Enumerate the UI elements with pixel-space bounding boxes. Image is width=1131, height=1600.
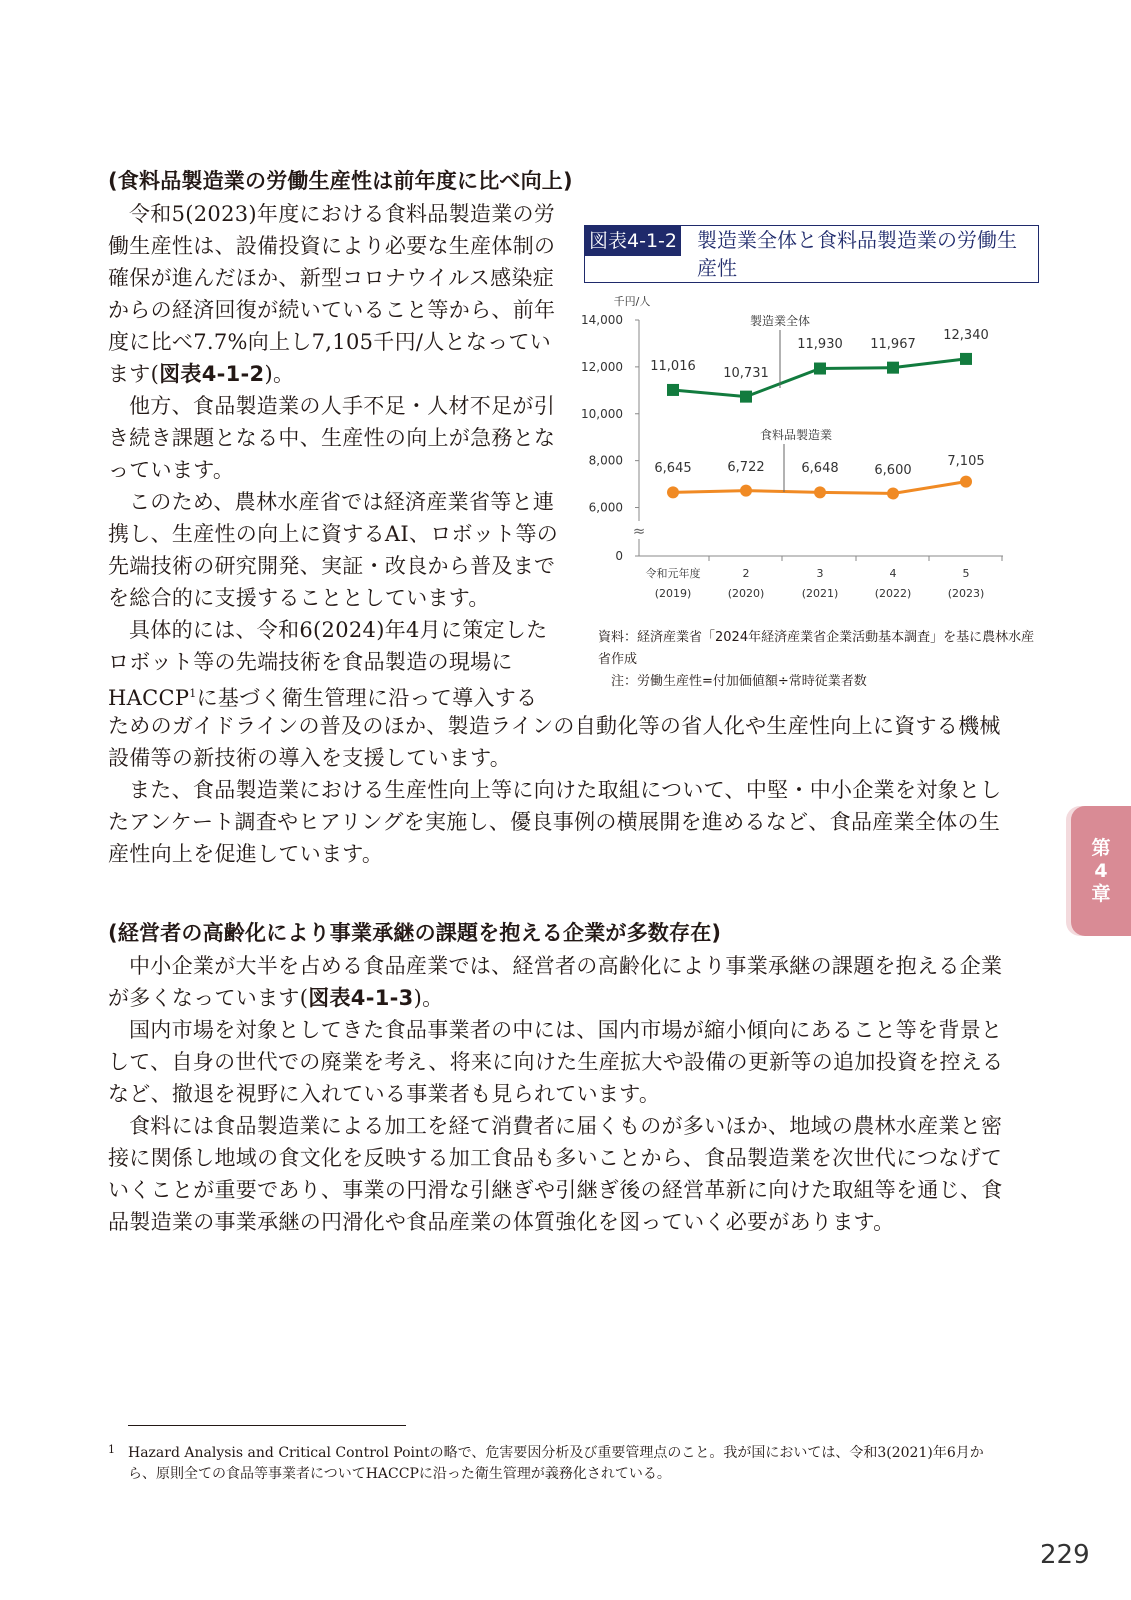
section-heading-productivity: (食料品製造業の労働生産性は前年度に比べ向上) [108,169,573,193]
y-tick-label: 0 [615,549,623,563]
data-point-manufacturing [740,391,752,403]
y-tick-label: 14,000 [581,313,623,327]
figure-reference[interactable]: 図表4-1-3 [308,986,414,1010]
figure-source: 資料：経済産業省「2024年経済産業省企業活動基本調査」を基に農林水産省作成 [598,630,1035,667]
figure-reference[interactable]: 図表4-1-2 [159,362,265,386]
figure-label: 図表4-1-2 [585,226,681,256]
figure-note: 注：労働生産性=付加価値額÷常時従業者数 [611,674,867,689]
data-point-food [960,476,972,488]
data-label: 11,967 [870,337,916,352]
figure-title: 製造業全体と食料品製造業の労働生産性 [697,228,1017,280]
y-tick-label: 12,000 [581,359,623,374]
data-point-food [740,485,752,497]
y-tick-label: 10,000 [581,406,623,421]
figure-notes [598,627,1038,693]
y-unit-label: 千円/人 [613,296,651,308]
x-tick-year: (2023) [947,587,985,600]
x-tick-label: 5 [962,567,970,580]
chapter-tab-char: 章 [1091,882,1111,905]
x-tick-year: (2021) [801,587,839,600]
data-label: 10,731 [723,366,769,381]
footnote-mark: 1 [108,1443,115,1456]
series-name-manufacturing: 製造業全体 [749,314,811,328]
x-tick-label: 4 [889,567,897,580]
paragraph: 食料には食品製造業による加工を経て消費者に届くものが多いほか、地域の農林水産業と密接に関係し地域の食文化を反映する加工食品も多いことから、食品製造業を次世代につなげていくことが重要であり、事業の円滑な引継ぎや引継ぎ後の経営革新に向けた取組等を通じ、食品製造業の事業承継の円滑化や食品産業の体質強化を図っていく必要があります。 [108,1114,1003,1234]
data-label: 6,722 [727,460,765,475]
x-tick-label: 3 [816,567,824,580]
paragraph: 他方、食品製造業の人手不足・人材不足が引き続き課題となる中、生産性の向上が急務となっています。 [108,394,556,482]
paragraph: また、食品製造業における生産性向上等に向けた取組について、中堅・中小企業を対象としたアンケート調査やヒアリングを実施し、優良事例の横展開を進めるなど、食品産業全体の生産性向上を促進しています。 [108,778,1002,866]
series-name-food: 食料品製造業 [759,428,833,442]
section-heading-succession: (経営者の高齢化により事業承継の課題を抱える企業が多数存在) [108,921,722,945]
x-tick-year: (2022) [874,587,912,600]
paragraph: ためのガイドラインの普及のほか、製造ラインの自動化等の省人化や生産性向上に資する機械設備等の新技術の導入を支援しています。 [108,714,1001,770]
data-label: 7,105 [947,454,985,469]
data-point-food [667,486,679,498]
productivity-line-chart [580,296,1020,616]
y-tick-label: 8,000 [588,453,623,468]
axis-break: ≈ [632,522,646,540]
x-tick-label: 令和元年度 [645,567,701,580]
footnote-text: Hazard Analysis and Critical Control Pointの略で、危害要因分析及び重要管理点のこと。我が国においては、令和3(2021)年6月から、原則全ての食品等事業者についてHACCPに沿った衛生管理が義務化されている。 [128,1445,984,1482]
paragraph: このため、農林水産省では経済産業省等と連携し、生産性の向上に資するAI、ロボット等の先端技術の研究開発、実証・改良から普及までを総合的に支援することとしています。 [108,490,559,610]
data-point-manufacturing [814,363,826,375]
data-label: 6,648 [801,461,839,476]
data-point-manufacturing [960,353,972,365]
data-label: 6,645 [654,461,692,476]
data-point-manufacturing [887,362,899,374]
x-tick-label: 2 [742,567,750,580]
footnote-ref[interactable]: 1 [189,687,197,700]
chapter-tab[interactable] [1071,806,1131,936]
data-point-food [887,487,899,499]
paragraph: 令和5(2023)年度における食料品製造業の労働生産性は、設備投資により必要な生産体制の確保が進んだほか、新型コロナウイルス感染症からの経済回復が続いていること等から、前年度に比べ7.7%向上し7,105千円/人となっています(図表4-1-2)。 [108,202,556,386]
data-point-food [814,486,826,498]
x-tick-year: (2020) [727,587,765,600]
y-tick-label: 6,000 [588,500,623,515]
paragraph: 国内市場を対象としてきた食品事業者の中には、国内市場が縮小傾向にあること等を背景として、自身の世代での廃業を考え、将来に向けた生産拡大や設備の更新等の追加投資を控えるなど、撤退を視野に入れている事業者も見られています。 [108,1018,1004,1106]
chapter-tab-char: 第 [1091,836,1111,859]
data-label: 6,600 [874,463,912,478]
paragraph: 中小企業が大半を占める食品産業では、経営者の高齢化により事業承継の課題を抱える企業が多くなっています(図表4-1-3)。 [108,954,1003,1010]
x-tick-year: (2019) [654,587,692,600]
paragraph: 具体的には、令和6(2024)年4月に策定したロボット等の先端技術を食品製造の現場にHACCP$^1$に基づく衛生管理に沿って導入する [108,618,548,710]
page-number: 229 [1040,1540,1090,1570]
data-label: 11,016 [650,359,696,374]
data-label: 11,930 [797,337,843,352]
data-point-manufacturing [667,384,679,396]
chapter-tab-char: 4 [1094,859,1108,882]
data-label: 12,340 [943,328,989,343]
figure-caption [584,225,1039,283]
footnote-divider [128,1425,406,1426]
